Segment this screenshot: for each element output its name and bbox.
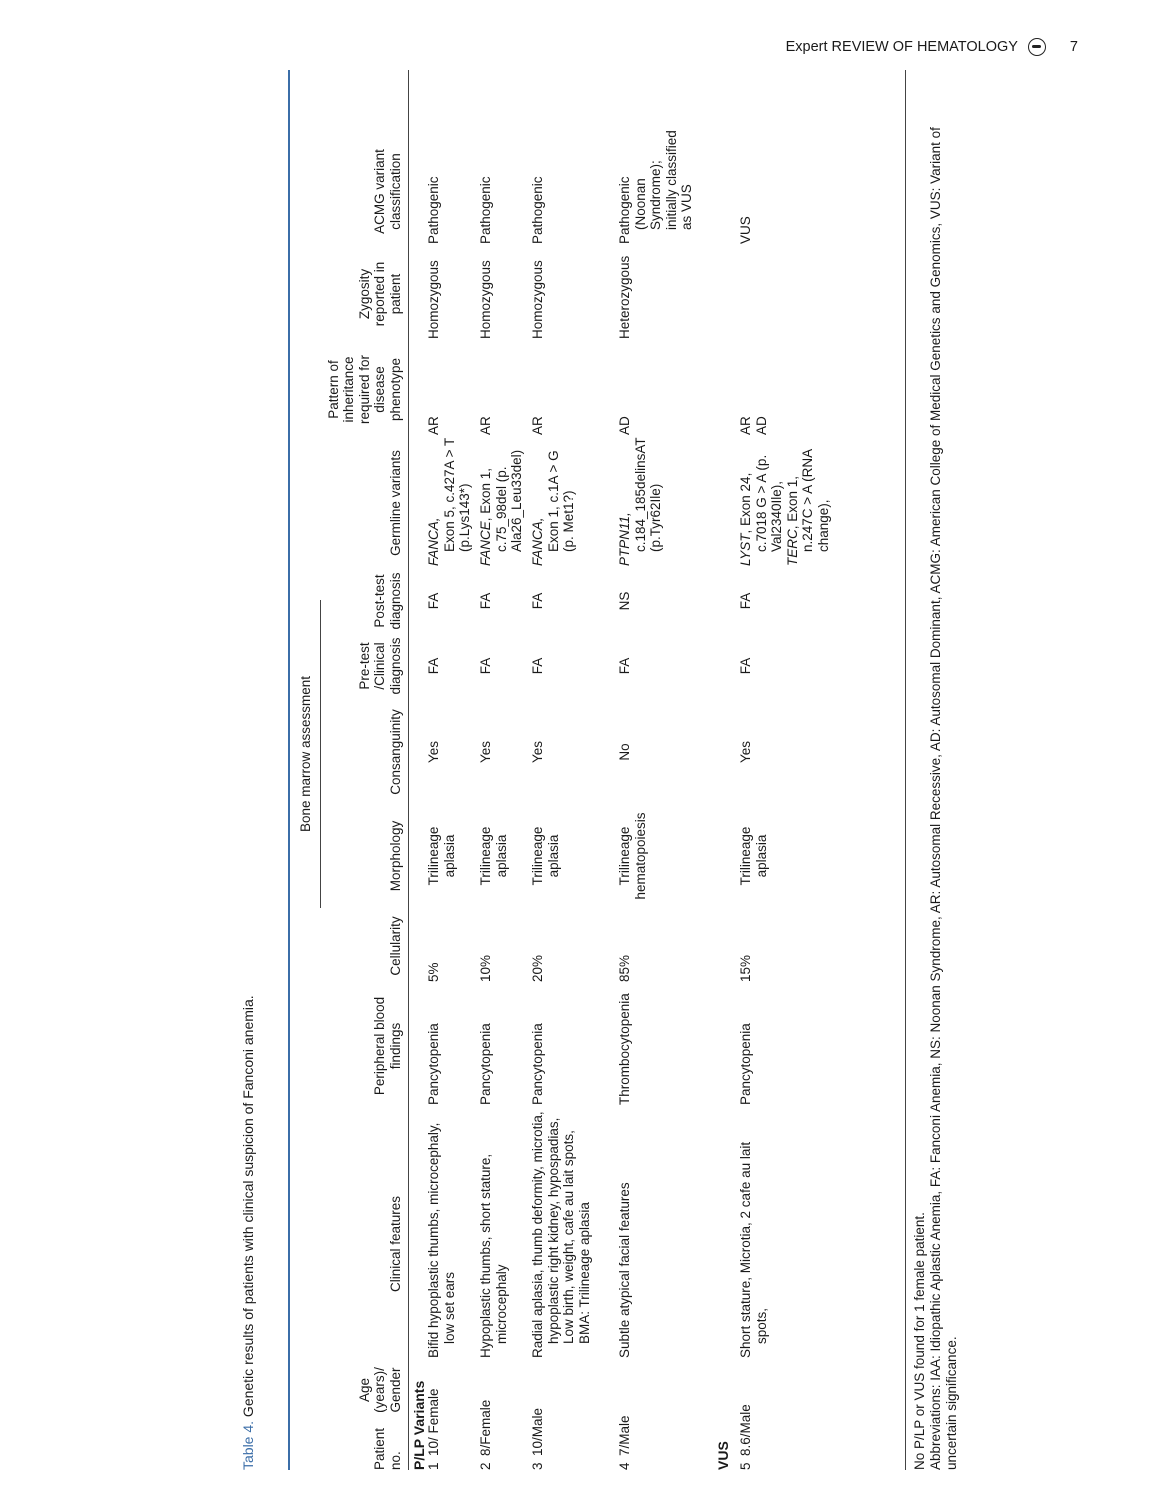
row3-posttest: FA [530,592,545,610]
col-header-peripheral: Peripheral blood findings [372,996,403,1096]
row4-age: 7/Male [617,1415,632,1456]
row5-pattern-2: AD [753,416,769,435]
col-header-pretest: Pre-test /Clinical diagnosis [356,637,403,695]
row5-variant2: , Exon 1, n.247C > A (RNA change), [784,449,831,552]
row1-no: 1 [426,1462,441,1470]
row1-cellularity: 5% [426,962,441,982]
row2-clinical: Hypoplastic thumbs, short stature, microcephaly [478,1153,509,1358]
row3-morphology: Trilineage aplasia [530,826,561,886]
row5-pattern [738,395,769,435]
row5-clinical: Short stature, Microtia, 2 cafe au lait spots, [738,1141,769,1358]
row3-age: 10/Male [530,1407,545,1456]
row3-acmg: Pathogenic [530,176,545,244]
row2-age: 8/Female [478,1399,493,1456]
row4-cellularity: 85% [617,954,632,982]
row1-zygosity: Homozygous [426,260,441,339]
bottom-rule [905,70,906,1470]
col-header-cellularity: Cellularity [387,916,403,976]
row3-peripheral: Pancytopenia [530,1023,545,1105]
row4-acmg: Pathogenic (Noonan Syndrome); initially classified as VUS [617,130,694,244]
row2-consanguinity: Yes [478,740,493,764]
journal-logo-icon [1028,38,1046,56]
header-rule [408,70,409,1470]
row4-peripheral: Thrombocytopenia [617,993,632,1105]
row5-posttest: FA [738,592,753,610]
row1-pattern: AR [426,416,441,435]
row4-posttest: NS [617,591,632,611]
row5-germline-line2 [785,436,832,566]
col-header-acmg: ACMG variant classification [372,149,403,234]
row5-gene2: TERC [784,529,800,566]
footnote-abbreviations: Abbreviations: IAA: Idiopathic Aplastic Anemia, FA: Fanconi Anemia, NS: Noonan Syndrome, AR: Autosomal Recessive, AD: Autosomal Dominant, ACMG: American College of Medical Genetics and Genomics, VUS: Variant of uncertain significance. [928,127,959,1470]
row1-acmg: Pathogenic [426,176,441,244]
row2-morphology: Trilineage aplasia [478,826,509,886]
row2-no: 2 [478,1462,493,1470]
group-label-vus: VUS [715,1441,731,1470]
row5-acmg: VUS [738,216,753,244]
col-header-patient: Patient no. [372,1427,403,1470]
row2-pretest: FA [478,657,493,675]
row3-pretest: FA [530,657,545,675]
row5-age: 8.6/Male [738,1404,753,1456]
row2-cellularity: 10% [478,954,493,982]
row1-gene: FANCA, [426,517,441,566]
page-number: 7 [1069,39,1078,55]
row2-posttest: FA [478,592,493,610]
row2-zygosity: Homozygous [478,260,493,339]
row3-clinical: Radial aplasia, thumb deformity, microtia, hypoplastic right kidney, hypospadias, Low birth, weight, cafe au lait spots, BMA: Trilineage aplasia [530,1111,592,1358]
journal-title: Expert REVIEW OF HEMATOLOGY [785,39,1018,55]
row5-no: 5 [738,1462,753,1470]
row4-no: 4 [617,1462,632,1470]
row1-morphology: Trilineage aplasia [426,826,457,886]
row3-germline [530,438,577,566]
row5-morphology: Trilineage aplasia [738,826,769,886]
row3-consanguinity: Yes [530,740,545,764]
row4-pretest: FA [617,657,632,675]
row5-gene: LYST [738,533,753,566]
col-header-zygosity: Zygosity reported in patient [356,261,403,327]
row5-peripheral: Pancytopenia [738,1023,753,1105]
row3-gene: FANCA, [530,517,545,566]
row5-variant: , Exon 24, c.7018 G > A (p. Val2340Ile), [738,454,784,552]
row3-cellularity: 20% [530,954,545,982]
table-caption [240,995,256,1470]
row2-gene: FANCE [478,521,493,566]
row4-variant: c.184_185delinsAT (p.Tyr62Ile) [632,437,663,552]
row1-germline [426,438,473,566]
rotated-table [240,70,980,1470]
row1-age: 10/ Female [426,1388,441,1456]
row5-pretest: FA [738,657,753,675]
row1-consanguinity: Yes [426,740,441,764]
running-header [786,38,1078,56]
row4-pattern: AD [617,416,632,435]
row3-no: 3 [530,1462,545,1470]
col-header-morphology: Morphology [387,820,403,892]
row4-gene: PTPN11, [617,512,632,566]
row2-pattern: AR [478,416,493,435]
group-label-plp: P/LP Variants [411,1380,427,1470]
col-header-germline: Germline variants [387,450,403,556]
bone-marrow-heading: Bone marrow assessment [298,675,313,833]
footnote-no-variants: No P/LP or VUS found for 1 female patient. [912,1212,927,1470]
row5-consanguinity: Yes [738,740,753,764]
row2-acmg: Pathogenic [478,176,493,244]
row5-germline [738,436,831,566]
col-header-age: Age (years)/ Gender [356,1367,403,1413]
row5-germline-line1 [738,436,785,566]
row4-germline [617,438,664,566]
row3-pattern: AR [530,416,545,435]
col-header-posttest: Post-test diagnosis [372,572,403,630]
col-header-pattern: Pattern of inheritance required for disease phenotype [325,354,403,425]
row3-variant: Exon 1, c.1A > G (p. Met1?) [545,450,576,552]
row2-peripheral: Pancytopenia [478,1023,493,1105]
row1-pretest: FA [426,657,441,675]
bone-marrow-rule [320,600,321,908]
row1-variant: Exon 5, c.427A > T (p.Lys143*) [441,438,472,552]
row2-germline [478,424,525,566]
row1-posttest: FA [426,592,441,610]
row4-zygosity: Heterozygous [617,255,632,339]
row1-clinical: Bifid hypoplastic thumbs, microcephaly, low set ears [426,1122,457,1358]
row2-variant: , Exon 1, c.75_98del (p. Ala26_Leu33del) [478,449,524,552]
row4-consanguinity: No [617,743,632,761]
row4-morphology: Trilineage hematopoiesis [617,812,648,900]
row5-cellularity: 15% [738,954,753,982]
row4-clinical: Subtle atypical facial features [617,1182,632,1358]
col-header-consanguinity: Consanguinity [387,709,403,795]
table-caption-text: Genetic results of patients with clinical suspicion of Fanconi anemia. [240,995,256,1418]
caption-rule [288,70,290,1470]
col-header-clinical: Clinical features [387,1195,403,1293]
row5-pattern-1: AR [738,416,753,435]
row1-peripheral: Pancytopenia [426,1023,441,1105]
row3-zygosity: Homozygous [530,260,545,339]
table-caption-label: Table 4. [240,1420,256,1470]
